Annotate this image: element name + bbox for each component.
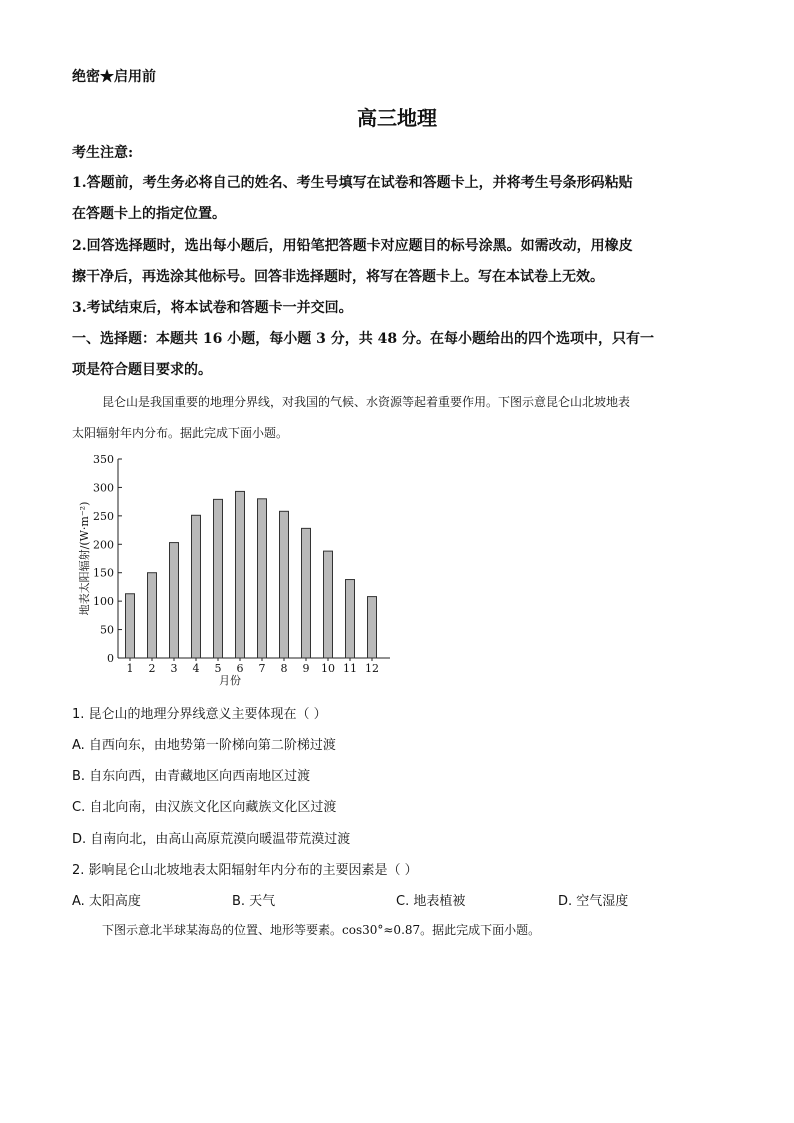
x-tick-label: 5 (214, 662, 222, 675)
notice-item-2-line-1: 2.回答选择题时，选出每小题后，用铅笔把答题卡对应题目的标号涂黑。如需改动，用橡皮 (72, 238, 633, 254)
x-tick-label: 6 (236, 662, 244, 675)
page-title: 高三地理 (357, 106, 437, 130)
bar (258, 499, 267, 658)
bar (302, 528, 311, 658)
material-2-line-1: 下图示意北半球某海岛的位置、地形等要素。cos30°≈0.87。据此完成下面小题。 (102, 923, 541, 937)
x-axis-title: 月份 (219, 674, 241, 687)
x-tick-label: 8 (280, 662, 288, 675)
question-1-stem: 1. 昆仑山的地理分界线意义主要体现在（ ） (72, 707, 327, 722)
y-tick-label: 50 (100, 623, 114, 637)
bar (236, 491, 245, 658)
section-1-heading-line-2: 项是符合题目要求的。 (72, 362, 212, 378)
x-tick-label: 1 (126, 662, 134, 675)
bar (148, 573, 157, 658)
x-tick-label: 10 (321, 662, 335, 675)
section-1-heading-line-1: 一、选择题：本题共 16 小题，每小题 3 分，共 48 分。在每小题给出的四个选项中，只有一 (72, 331, 654, 347)
bar (324, 551, 333, 658)
x-tick-label: 9 (302, 662, 310, 675)
material-1-line-2: 太阳辐射年内分布。据此完成下面小题。 (72, 426, 289, 440)
y-tick-label: 100 (93, 595, 114, 609)
notice-heading: 考生注意: (72, 145, 134, 161)
bar (368, 597, 377, 658)
notice-item-3: 3.考试结束后，将本试卷和答题卡一并交回。 (72, 300, 353, 316)
question-1-option-c: C. 自北向南，由汉族文化区向藏族文化区过渡 (72, 800, 337, 815)
bar (280, 511, 289, 658)
x-tick-label: 11 (343, 662, 357, 675)
y-tick-label: 350 (93, 453, 114, 466)
y-tick-label: 250 (93, 509, 114, 523)
material-1-line-1: 昆仑山是我国重要的地理分界线，对我国的气候、水资源等起着重要作用。下图示意昆仑山北坡地表 (102, 395, 631, 409)
question-1-option-d: D. 自南向北，由高山高原荒漠向暖温带荒漠过渡 (72, 832, 351, 847)
solar-radiation-chart (70, 448, 400, 690)
question-2-option-b: B. 天气 (232, 894, 276, 909)
y-tick-label: 200 (93, 538, 114, 552)
x-tick-label: 7 (258, 662, 266, 675)
notice-item-1-line-2: 在答题卡上的指定位置。 (72, 206, 226, 222)
y-tick-label: 150 (93, 566, 114, 580)
x-tick-label: 2 (148, 662, 156, 675)
y-tick-label: 300 (93, 481, 114, 495)
bar (126, 594, 135, 658)
question-1-option-b: B. 自东向西，由青藏地区向西南地区过渡 (72, 769, 311, 784)
question-1-option-a: A. 自西向东，由地势第一阶梯向第二阶梯过渡 (72, 738, 336, 753)
y-tick-label: 0 (107, 652, 114, 665)
y-axis-title: 地表太阳辐射/(W·m⁻²) (78, 501, 91, 616)
chart-svg (70, 448, 400, 690)
notice-item-1-line-1: 1.答题前，考生务必将自己的姓名、考生号填写在试卷和答题卡上，并将考生号条形码粘贴 (72, 175, 633, 191)
bar (170, 543, 179, 658)
notice-item-2-line-2: 擦干净后，再选涂其他标号。回答非选择题时，将写在答题卡上。写在本试卷上无效。 (72, 269, 604, 285)
bar (214, 499, 223, 658)
x-tick-label: 12 (365, 662, 379, 675)
x-tick-label: 3 (170, 662, 178, 675)
question-2-option-a: A. 太阳高度 (72, 894, 141, 909)
bar (346, 580, 355, 658)
question-2-option-d: D. 空气湿度 (558, 894, 629, 909)
secret-label: 绝密★启用前 (72, 69, 156, 85)
question-2-option-c: C. 地表植被 (396, 894, 466, 909)
bar (192, 515, 201, 658)
question-2-stem: 2. 影响昆仑山北坡地表太阳辐射年内分布的主要因素是（ ） (72, 863, 418, 878)
x-tick-label: 4 (192, 662, 200, 675)
